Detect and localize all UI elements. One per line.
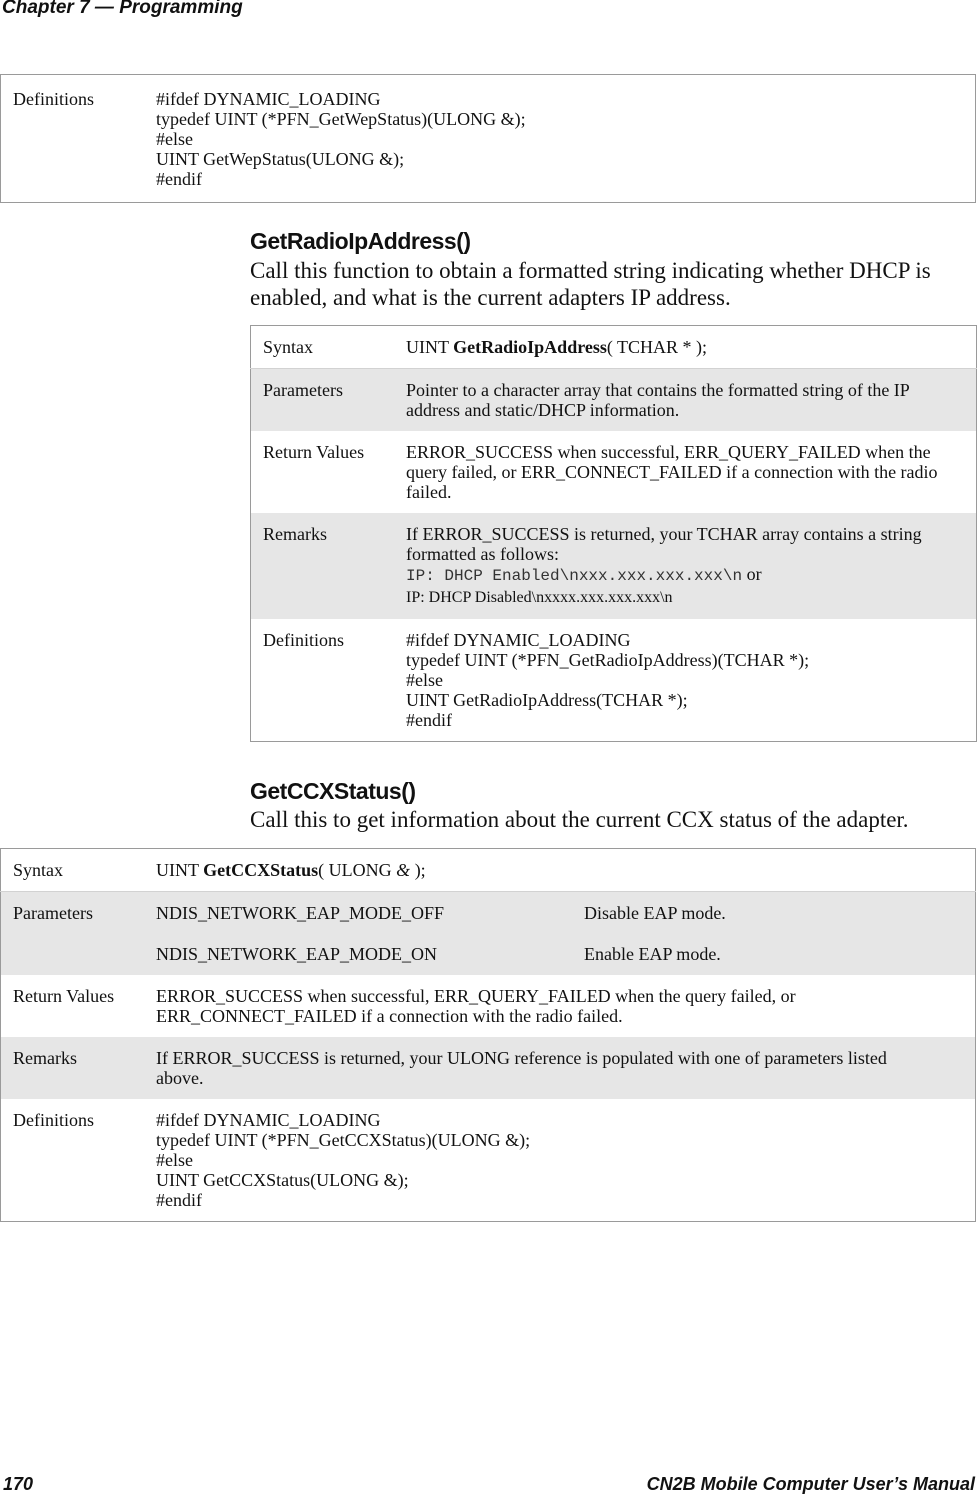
parameter-desc: Enable EAP mode. [584,944,721,964]
code-line: #else [156,129,193,149]
syntax-suffix: ( TCHAR * ); [606,337,708,357]
syntax-prefix: UINT [406,337,454,357]
syntax-mid: ( ULONG [318,860,397,880]
definitions-row [251,619,977,742]
code-line: UINT GetWepStatus(ULONG &); [156,149,405,169]
definitions-label: Definitions [13,1110,94,1130]
syntax-label: Syntax [1,849,157,892]
remarks-row [1,1037,976,1099]
getwepstatus-definitions-table [0,74,976,203]
remarks-row [251,513,977,619]
code-line: #else [406,670,443,690]
definitions-label: Definitions [13,89,94,109]
code-line: #endif [156,169,202,189]
remarks-code-disabled: IP: DHCP Disabled\nxxxx.xxx.xxx.xxx\n [406,589,673,606]
code-line: #ifdef DYNAMIC_LOADING [156,89,381,109]
parameters-row [251,369,977,432]
definitions-code [156,1099,976,1222]
page-number: 170 [3,1474,34,1494]
syntax-value [406,326,977,369]
remarks-text: If ERROR_SUCCESS is returned, your TCHAR array contains a string formatted as follows: [406,524,922,564]
parameter-name: NDIS_NETWORK_EAP_MODE_OFF [156,903,445,923]
code-line: #endif [156,1190,202,1210]
syntax-suffix: ); [410,860,426,880]
definitions-row [1,1099,976,1222]
syntax-row [251,326,977,369]
section-description-getccxstatus: Call this to get information about the current CCX status of the adapter. [250,807,909,832]
return-values-label: Return Values [13,986,115,1006]
syntax-value [156,849,976,892]
code-line: #ifdef DYNAMIC_LOADING [406,630,631,650]
code-line: #endif [406,710,452,730]
code-line: UINT GetRadioIpAddress(TCHAR *); [406,690,688,710]
parameters-label: Parameters [13,903,93,923]
parameters-text: Pointer to a character array that contains the formatted string of the IP address and static/DHCP information. [406,380,910,420]
remarks-content [406,513,977,619]
return-values-label: Return Values [263,442,365,462]
parameter-desc: Disable EAP mode. [584,903,726,923]
definitions-code [156,75,976,203]
section-title-getradioipaddress: GetRadioIpAddress() [250,228,471,254]
return-values-row [1,975,976,1037]
manual-title: CN2B Mobile Computer User’s Manual [646,1474,975,1494]
definitions-row [1,75,976,203]
parameters-row [1,892,976,976]
code-line: typedef UINT (*PFN_GetCCXStatus)(ULONG &); [156,1130,531,1150]
remarks-text: If ERROR_SUCCESS is returned, your ULONG reference is populated with one of parameters listed above. [156,1048,887,1088]
function-name: GetRadioIpAddress [453,337,607,357]
code-line: typedef UINT (*PFN_GetRadioIpAddress)(TCHAR *); [406,650,810,670]
remarks-label: Remarks [263,524,327,544]
return-values-row [251,431,977,513]
section-description-getradioipaddress: Call this function to obtain a formatted string indicating whether DHCP is enabled, and what is the current adapters IP address. [250,258,931,310]
parameters-descriptions [584,892,976,976]
syntax-label: Syntax [251,326,407,369]
return-values-text: ERROR_SUCCESS when successful, ERR_QUERY_FAILED when the query failed, or ERR_CONNECT_FAILED if a connection with the radio failed. [406,442,938,502]
running-header: Chapter 7 — Programming [2,0,243,18]
parameters-names [156,892,584,976]
definitions-code [406,619,977,742]
syntax-row [1,849,976,892]
definitions-label: Definitions [263,630,344,650]
remarks-or: or [742,564,762,584]
syntax-prefix: UINT [156,860,204,880]
getradioipaddress-table [250,325,977,742]
getccxstatus-table [0,848,976,1222]
code-line: #else [156,1150,193,1170]
syntax-ampersand: & [396,860,411,880]
code-line: typedef UINT (*PFN_GetWepStatus)(ULONG &); [156,109,526,129]
code-line: UINT GetCCXStatus(ULONG &); [156,1170,409,1190]
remarks-code-enabled: IP: DHCP Enabled\nxxx.xxx.xxx.xxx\n [406,567,743,585]
function-name: GetCCXStatus [203,860,319,880]
return-values-text: ERROR_SUCCESS when successful, ERR_QUERY_FAILED when the query failed, or ERR_CONNECT_FAILED if a connection with the radio failed. [156,986,796,1026]
parameters-label: Parameters [263,380,343,400]
code-line: #ifdef DYNAMIC_LOADING [156,1110,381,1130]
remarks-label: Remarks [13,1048,77,1068]
section-title-getccxstatus: GetCCXStatus() [250,778,416,804]
parameter-name: NDIS_NETWORK_EAP_MODE_ON [156,944,437,964]
